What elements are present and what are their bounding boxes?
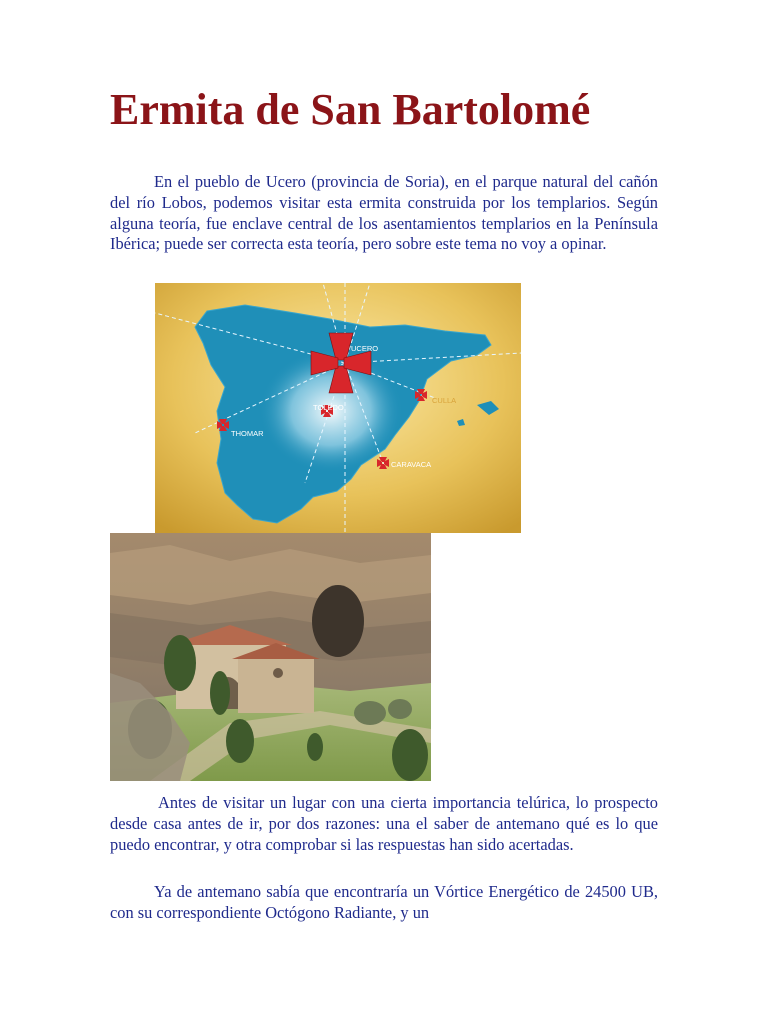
map-label-toledo: TOLEDO [313,403,344,412]
paragraph-vortex-text: Ya de antemano sabía que encontraría un Vórtice Energético de 24500 UB, con su correspondiente Octógono Radiante, y un [110,882,658,922]
cave-entrance [312,585,364,657]
map-label-ucero: UCERO [351,344,379,353]
paragraph-intro [110,172,658,255]
map-label-caravaca: CARAVACA [391,460,432,469]
paragraph-prospect-text: Antes de visitar un lugar con una cierta importancia telúrica, lo prospecto desde casa antes de ir, por dos razones: una el saber de antemano qué es lo que puedo encontrar, y otra comprobar si las respuestas han sido acertadas. [110,793,658,854]
paragraph-vortex [110,882,658,924]
paragraph-prospect [110,793,658,855]
templar-map-svg [155,283,521,533]
templar-map-image [155,283,521,533]
page-title: Ermita de San Bartolomé [110,85,591,134]
map-label-thomar: THOMAR [231,429,264,438]
hermitage-photo-svg [110,533,431,781]
map-label-culla: CULLA [432,396,457,405]
paragraph-intro-text: En el pueblo de Ucero (provincia de Soria), en el parque natural del cañón del río Lobos, podemos visitar esta ermita construida por los templarios. Según alguna teoría, fue enclave central de los asentamientos templarios en la Península Ibérica; puede ser correcta esta teoría, pero sobre este tema no voy a opinar. [110,172,658,254]
hermitage-photo [110,533,431,781]
